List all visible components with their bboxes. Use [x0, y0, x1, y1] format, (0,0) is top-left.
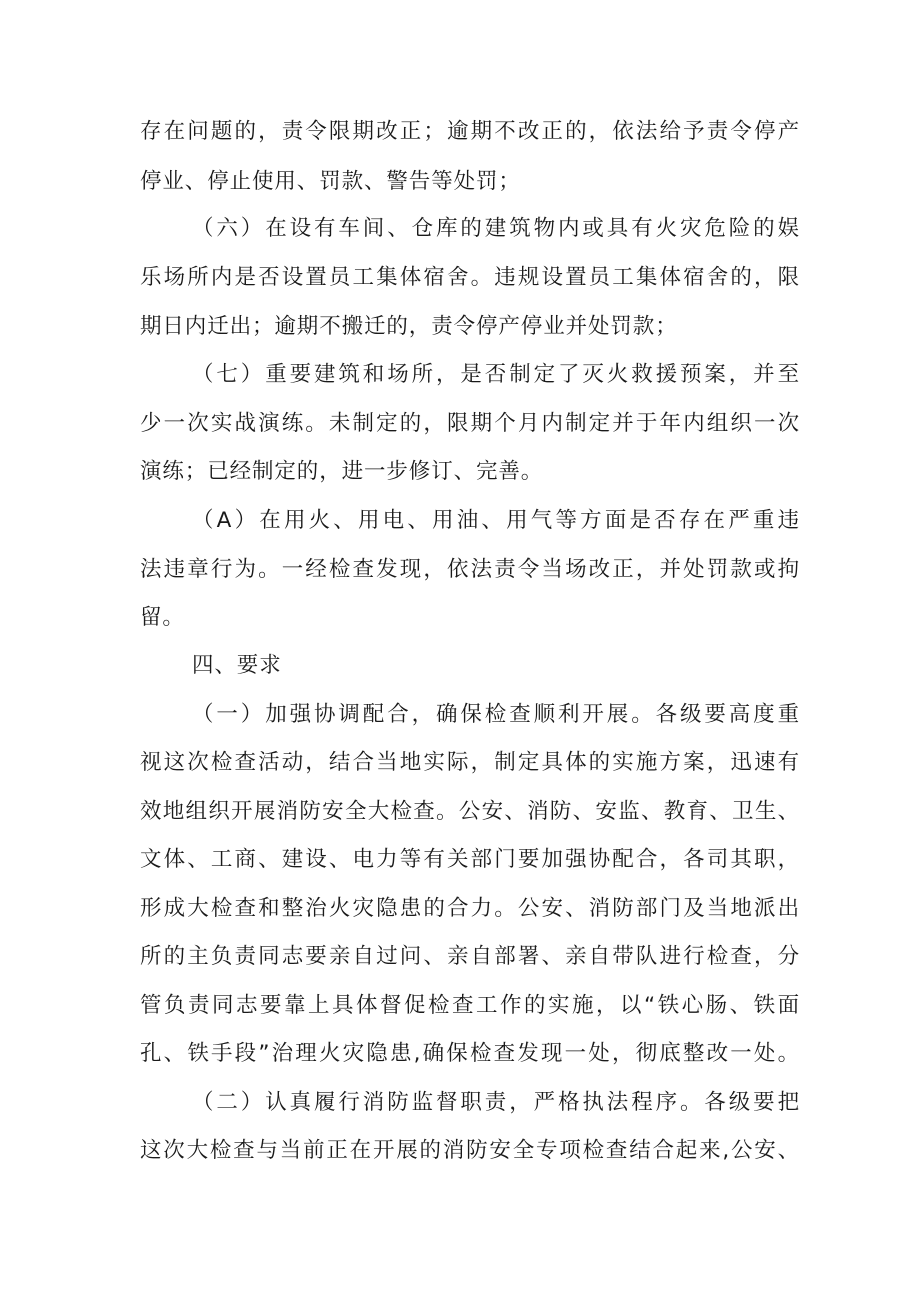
- text-line: （二）认真履行消防监督职责，严格执法程序。各级要把: [192, 1090, 800, 1115]
- text-line: 乐场所内是否设置员工集体宿舍。违规设置员工集体宿舍的，限: [140, 265, 800, 290]
- text-line: 孔、铁手段”治理火灾隐患,确保检查发现一处，彻底整改一处。: [140, 1041, 800, 1066]
- text-line: 效地组织开展消防安全大检查。公安、消防、安监、教育、卫生、: [140, 799, 800, 824]
- text-line: 存在问题的，责令限期改正；逾期不改正的，依法给予责令停产: [140, 119, 800, 144]
- section-heading: 四、要求: [192, 653, 282, 678]
- text-line: 形成大检查和整治火灾隐患的合力。公安、消防部门及当地派出: [140, 896, 800, 921]
- text-line: 所的主负责同志要亲自过问、亲自部署、亲自带队进行检查，分: [140, 944, 800, 969]
- text-line: 期日内迁出；逾期不搬迁的，责令停产停业并处罚款；: [140, 314, 678, 339]
- text-line: （七）重要建筑和场所，是否制定了灭火救援预案，并至: [192, 362, 800, 387]
- text-line: 留。: [140, 605, 185, 630]
- text-line: （一）加强协调配合，确保检查顺利开展。各级要高度重: [192, 702, 800, 727]
- text-line: 文体、工商、建设、电力等有关部门要加强协配合，各司其职，: [140, 847, 800, 872]
- text-line: （六）在设有车间、仓库的建筑物内或具有火灾危险的娱: [192, 216, 800, 241]
- text-line: 演练；已经制定的，进一步修订、完善。: [140, 459, 544, 484]
- text-line: 视这次检查活动，结合当地实际，制定具体的实施方案，迅速有: [140, 750, 800, 775]
- text-line: （A）在用火、用电、用油、用气等方面是否存在严重违: [192, 508, 800, 533]
- text-line: 少一次实战演练。未制定的，限期个月内制定并于年内组织一次: [140, 411, 800, 436]
- text-line: 法违章行为。一经检查发现，依法责令当场改正，并处罚款或拘: [140, 557, 800, 582]
- text-line: 管负责同志要靠上具体督促检查工作的实施，以“铁心肠、铁面: [140, 993, 800, 1018]
- text-line: 停业、停止使用、罚款、警告等处罚；: [140, 169, 521, 194]
- text-line: 这次大检查与当前正在开展的消防安全专项检查结合起来,公安、: [140, 1138, 800, 1163]
